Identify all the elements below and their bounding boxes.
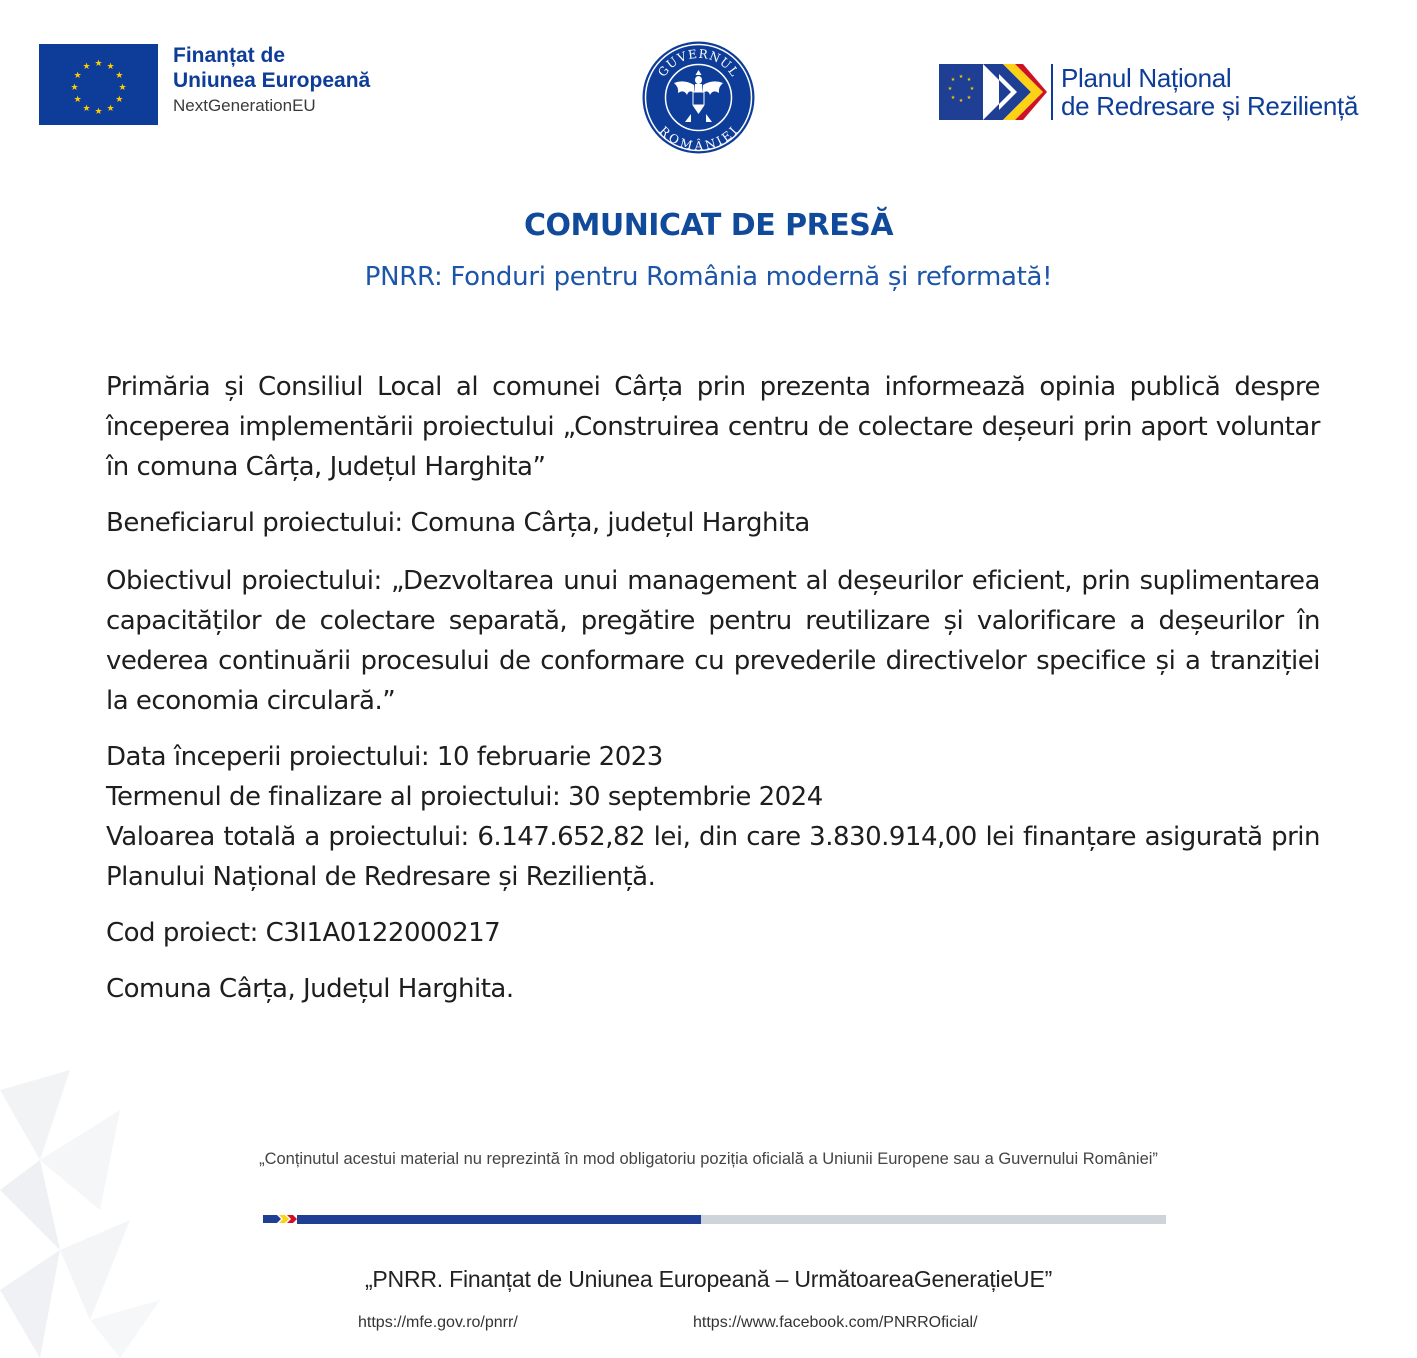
svg-text:★: ★ — [966, 77, 972, 83]
page-title: COMUNICAT DE PRESĂ — [523, 208, 894, 243]
decorative-triangles — [0, 1070, 230, 1358]
pnrr-line-1: Planul Național — [1061, 63, 1232, 93]
svg-text:★: ★ — [106, 103, 115, 114]
seal-text-bottom: ROMÂNIEI — [656, 123, 741, 153]
svg-text:★: ★ — [73, 71, 82, 81]
svg-text:★: ★ — [115, 95, 124, 105]
svg-text:★: ★ — [966, 95, 972, 101]
disclaimer-text: „Conținutul acestui material nu reprezintă în mod obligatoriu poziția oficială a Uniunii Europene sau a Guvernului României” — [259, 1150, 1158, 1168]
beneficiary-paragraph: Beneficiarul proiectului: Comuna Cârța, județul Harghita — [106, 508, 810, 538]
mfe-link[interactable]: https://mfe.gov.ro/pnrr/ — [358, 1314, 518, 1331]
svg-text:★: ★ — [958, 74, 964, 80]
eu-line-1: Finanțat de — [173, 44, 286, 67]
svg-text:★: ★ — [950, 77, 956, 83]
pnrr-logo — [939, 62, 1358, 122]
svg-text:★: ★ — [70, 83, 79, 93]
page-subtitle: PNRR: Fonduri pentru România modernă și reformată! — [364, 262, 1053, 292]
eu-funding-logo — [39, 44, 370, 125]
pnrr-separator — [1051, 64, 1053, 120]
eu-line-3: NextGenerationEU — [173, 96, 316, 115]
facebook-link[interactable]: https://www.facebook.com/PNRROficial/ — [693, 1314, 978, 1331]
svg-text:★: ★ — [958, 98, 964, 104]
pnrr-line-2: de Redresare și Reziliență — [1061, 91, 1359, 121]
progress-fill — [297, 1215, 701, 1224]
intro-paragraph: Primăria și Consiliul Local al comunei Cârța prin prezenta informează opinia publică despre începerea implementării proiectului „Construirea centru de colectare deșeuri prin aport voluntar în comuna Cârța, Județul Harghita” — [106, 372, 1320, 482]
svg-text:★: ★ — [94, 59, 103, 69]
svg-text:★: ★ — [115, 71, 124, 81]
end-date-line: Termenul de finalizare al proiectului: 30 septembrie 2024 — [106, 782, 823, 812]
svg-text:★: ★ — [969, 86, 975, 92]
svg-text:★: ★ — [82, 103, 91, 114]
government-seal-icon — [641, 40, 756, 155]
eu-flag-icon — [39, 44, 158, 125]
project-code-line: Cod proiect: C3I1A0122000217 — [106, 918, 501, 948]
location-line: Comuna Cârța, Județul Harghita. — [106, 974, 514, 1004]
svg-text:★: ★ — [950, 95, 956, 101]
pnrr-text — [1061, 64, 1358, 120]
project-value-paragraph: Valoarea totală a proiectului: 6.147.652,82 lei, din care 3.830.914,00 lei finanțare asigurată prin Planului Național de Redresare și Reziliență. — [106, 822, 1320, 892]
footer-slogan: „PNRR. Finanțat de Uniunea Europeană – UrmătoareaGenerațieUE” — [364, 1266, 1053, 1292]
svg-text:★: ★ — [73, 95, 82, 105]
svg-text:★: ★ — [118, 83, 127, 93]
svg-text:★: ★ — [106, 62, 115, 73]
objective-paragraph: Obiectivul proiectului: „Dezvoltarea unui management al deșeurilor eficient, prin suplimentarea capacităților de colectare separată, pregătire pentru reutilizare și valorificare a deșeurilor în vederea continuării procesului de conformare cu prevederile directivelor specifice și a tranziției la economia circulară.” — [106, 566, 1320, 716]
pnrr-arrow-icon — [939, 62, 1047, 122]
seal-text-top: GUVERNUL — [655, 46, 742, 80]
press-release-body — [106, 367, 1320, 1009]
start-date-line: Data începerii proiectului: 10 februarie 2023 — [106, 742, 663, 772]
svg-text:★: ★ — [94, 107, 103, 117]
progress-bar — [263, 1212, 1166, 1226]
eu-funding-text — [173, 43, 370, 119]
eu-line-2: Uniunea Europeană — [173, 69, 371, 92]
svg-text:★: ★ — [947, 86, 953, 92]
flag-arrow-icon — [263, 1212, 303, 1226]
svg-text:★: ★ — [82, 62, 91, 73]
